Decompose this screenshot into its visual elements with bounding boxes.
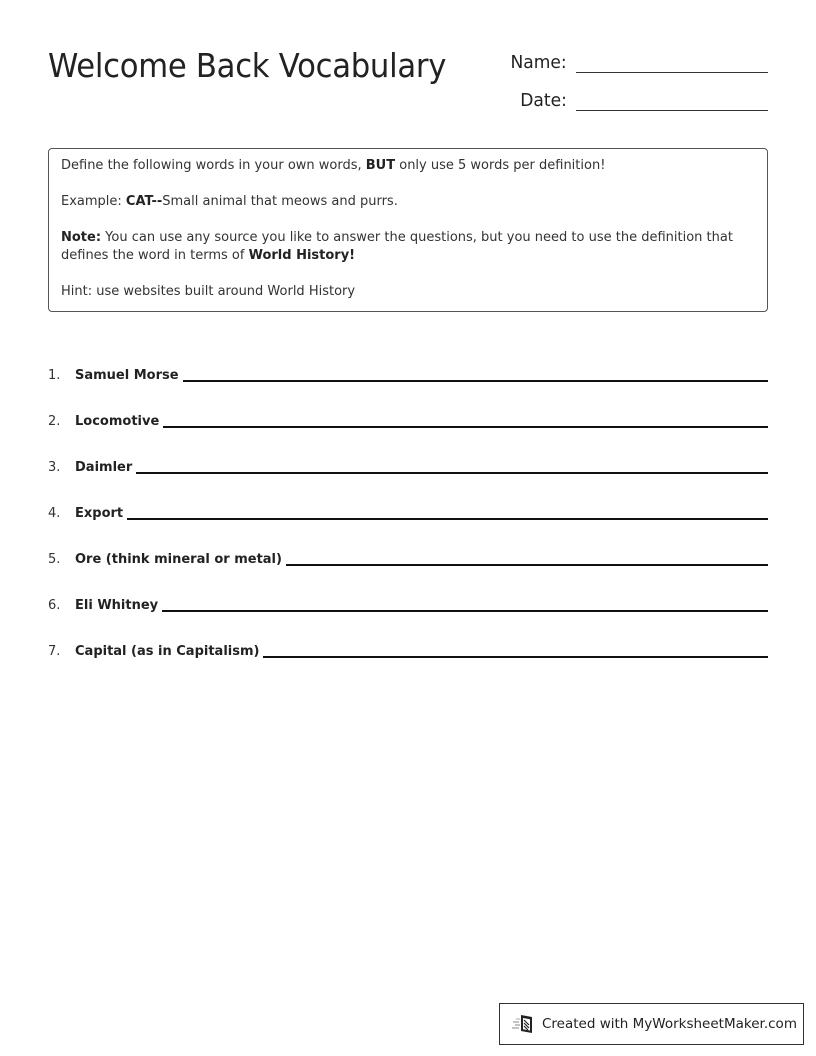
question-item [48, 522, 768, 568]
name-field-row [509, 52, 768, 73]
question-term: Ore (think mineral or metal) [75, 552, 282, 567]
instruction-text: Define the following words in your own words, [61, 158, 366, 173]
question-term: Samuel Morse [75, 368, 179, 383]
date-field-row [519, 90, 768, 111]
example-label: Example: [61, 194, 126, 209]
question-item [48, 614, 768, 660]
hint-line: Hint: use websites built around World History [61, 284, 356, 299]
question-number: 5. [48, 552, 61, 567]
date-blank-line[interactable] [576, 92, 768, 111]
question-number: 3. [48, 460, 61, 475]
question-list [48, 338, 768, 660]
created-with-badge[interactable] [499, 1003, 804, 1045]
question-term: Eli Whitney [75, 598, 159, 613]
instruction-text: only use 5 words per definition! [395, 158, 606, 173]
name-blank-line[interactable] [576, 54, 768, 73]
note-emphasis: World History! [248, 248, 356, 263]
answer-line[interactable] [162, 608, 768, 612]
date-label: Date: [520, 90, 567, 111]
question-item [48, 384, 768, 430]
question-number: 4. [48, 506, 61, 521]
page-title: Welcome Back Vocabulary [48, 46, 447, 85]
name-label: Name: [510, 52, 567, 73]
question-item [48, 568, 768, 614]
question-item [48, 338, 768, 384]
answer-line[interactable] [127, 516, 768, 520]
worksheet-maker-logo-icon [512, 1013, 536, 1035]
note-label: Note: [61, 230, 102, 245]
instruction-emphasis: BUT [365, 158, 396, 173]
question-number: 7. [48, 644, 61, 659]
created-with-text: Created with MyWorksheetMaker.com [542, 1016, 797, 1032]
instructions-box [48, 148, 768, 312]
answer-line[interactable] [263, 654, 768, 658]
example-line [61, 193, 755, 211]
note-text: You can use any source you like to answer the questions, but you need to use the definition that defines the word in terms of [61, 230, 733, 263]
question-term: Daimler [75, 460, 133, 475]
example-term: CAT-- [125, 194, 163, 209]
question-term: Capital (as in Capitalism) [75, 644, 260, 659]
answer-line[interactable] [163, 424, 768, 428]
answer-line[interactable] [183, 378, 768, 382]
note-line [61, 229, 755, 265]
answer-line[interactable] [136, 470, 768, 474]
example-definition: Small animal that meows and purrs. [162, 194, 398, 209]
question-term: Locomotive [75, 414, 160, 429]
question-number: 1. [48, 368, 61, 383]
question-item [48, 430, 768, 476]
question-item [48, 476, 768, 522]
answer-line[interactable] [286, 562, 768, 566]
question-term: Export [75, 506, 124, 521]
question-number: 6. [48, 598, 61, 613]
question-number: 2. [48, 414, 61, 429]
instruction-line [61, 157, 755, 175]
